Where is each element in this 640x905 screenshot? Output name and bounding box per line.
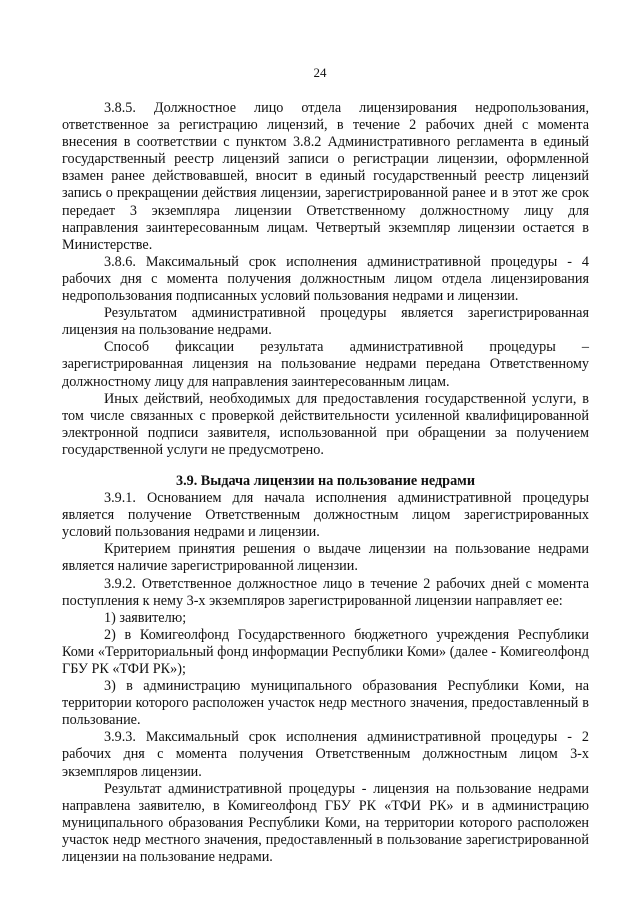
paragraph-result: Результатом административной процедуры является зарегистрированная лицензия на пользование недрами. <box>62 305 589 339</box>
paragraph-3-9-3: 3.9.3. Максимальный срок исполнения административной процедуры - 2 рабочих дня с момента получения Ответственным должностным лицом 3-х экземпляров лицензии. <box>62 729 589 780</box>
paragraph-result-3-9: Результат административной процедуры - лицензия на пользование недрами направлена заявителю, в Комигеолфонд ГБУ РК «ТФИ РК» и в администрацию муниципального образования Республики Коми, на территории которого расположен участок недр местного значения, предоставленный в пользование зарегистрированной лицензии на пользование недрами. <box>62 780 589 866</box>
paragraph-3-8-6: 3.8.6. Максимальный срок исполнения административной процедуры - 4 рабочих дня с момента получения должностным лицом отдела лицензирования недропользования подписанных условий пользования недрами и лицензии. <box>62 253 589 305</box>
page-number: 24 <box>313 65 327 80</box>
list-item-3: 3) в администрацию муниципального образования Республики Коми, на территории которого расположен участок недр местного значения, предоставленный в пользование. <box>62 678 589 729</box>
paragraph-3-9-1: 3.9.1. Основанием для начала исполнения административной процедуры является получение Ответственным должностным лицом зарегистрированных условий пользования недрами и лицензии. <box>62 490 589 541</box>
document-body <box>62 100 589 866</box>
paragraph-fixation: Способ фиксации результата административной процедуры – зарегистрированная лицензия на пользование недрами передана Ответственному должностному лицу для направления заинтересованным лицам. <box>62 339 589 390</box>
section-gap <box>62 459 589 473</box>
paragraph-other-actions: Иных действий, необходимых для предоставления государственной услуги, в том числе связанных с проверкой действительности усиленной квалифицированной электронной подписи заявителя, использованной при обращении за получением государственной услуги не предусмотрено. <box>62 390 589 458</box>
section-heading: 3.9. Выдача лицензии на пользование недрами <box>175 472 476 489</box>
paragraph-criterion: Критерием принятия решения о выдаче лицензии на пользование недрами является наличие зарегистрированной лицензии. <box>62 541 589 575</box>
paragraph-3-9-2: 3.9.2. Ответственное должностное лицо в течение 2 рабочих дней с момента поступления к нему 3-х экземпляров зарегистрированной лицензии направляет ее: <box>62 575 589 609</box>
list-item-1: 1) заявителю; <box>104 609 187 626</box>
list-item-2: 2) в Комигеолфонд Государственного бюджетного учреждения Республики Коми «Территориальный фонд информации Республики Коми» (далее - Комигеолфонд ГБУ РК «ТФИ РК»); <box>62 626 589 677</box>
paragraph-3-8-5: 3.8.5. Должностное лицо отдела лицензирования недропользования, ответственное за регистрацию лицензий, в течение 2 рабочих дней с момента внесения в соответствии с пунктом 3.8.2 Административного регламента в единый государственный реестр лицензий записи о регистрации лицензии, оформленной взамен ранее действовавшей, вносит в единый государственный реестр лицензий запись о прекращении действия лицензии, зарегистрированной ранее и в этот же срок передает 3 экземпляра лицензии Ответственному должностному лицу для направления заинтересованным лицам. Четвертый экземпляр лицензии остается в Министерстве. <box>62 100 589 253</box>
